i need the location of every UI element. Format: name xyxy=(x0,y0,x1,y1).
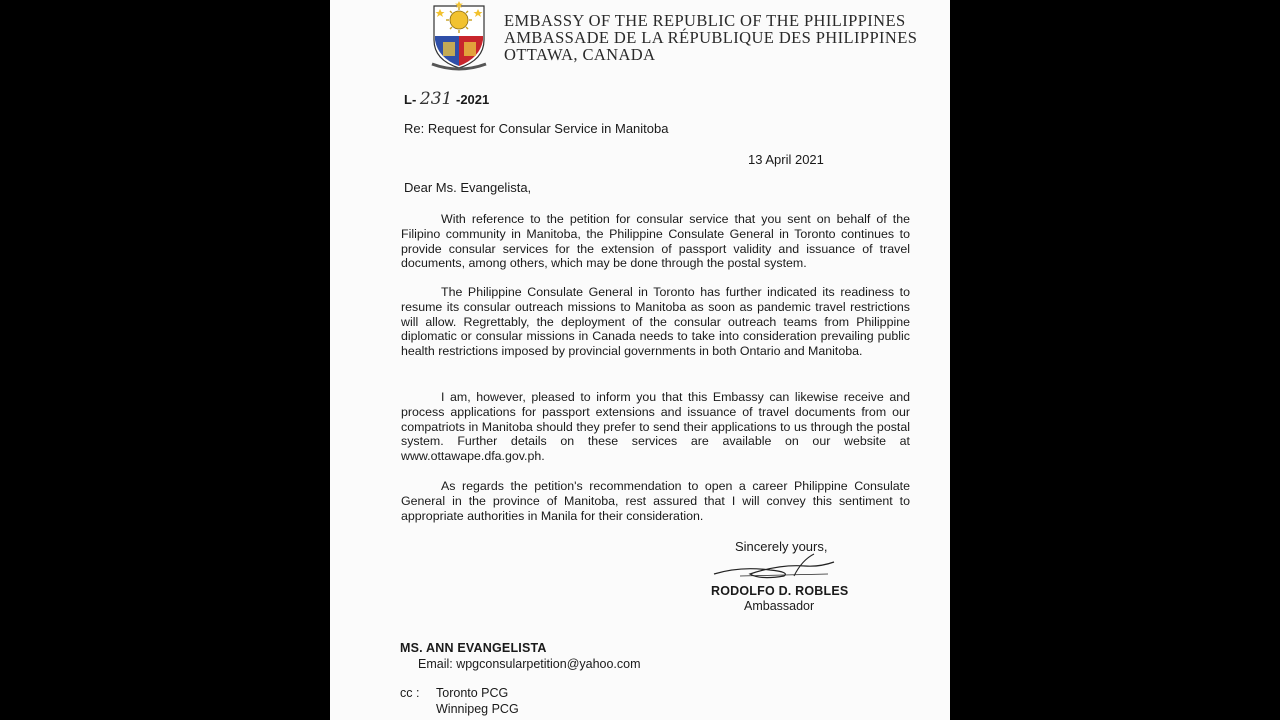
reference-handwritten-number: 231 xyxy=(419,89,453,109)
signature xyxy=(710,552,840,586)
signer-title: Ambassador xyxy=(744,599,815,613)
letterhead xyxy=(504,12,917,63)
body-paragraph-3: I am, however, pleased to inform you that this Embassy can likewise receive and process applications for passport extensions and issuance of travel documents from our compatriots in Manitoba should they prefer to send their applications to us through the postal system. Further details on these services are available on our website at www.ottawape.dfa.gov.ph. xyxy=(401,390,910,464)
cc-label: cc : xyxy=(400,686,420,700)
letter-date: 13 April 2021 xyxy=(748,152,824,167)
subject-line: Re: Request for Consular Service in Manitoba xyxy=(404,121,669,136)
body-paragraph-1: With reference to the petition for consular service that you sent on behalf of the Filipino community in Manitoba, the Philippine Consulate General in Toronto continues to provide consular services for the extension of passport validity and issuance of travel documents, among others, which may be done through the postal system. xyxy=(401,212,910,271)
reference-suffix: -2021 xyxy=(455,92,490,107)
letterhead-french: AMBASSADE DE LA RÉPUBLIQUE DES PHILIPPINES xyxy=(504,28,918,47)
letterhead-english: EMBASSY OF THE REPUBLIC OF THE PHILIPPINES xyxy=(504,11,906,30)
body-paragraph-4: As regards the petition's recommendation to open a career Philippine Consulate General in the province of Manitoba, rest assured that I will convey this sentiment to appropriate authorities in Manila for their consideration. xyxy=(401,479,910,523)
salutation: Dear Ms. Evangelista, xyxy=(404,180,532,195)
cc-item: Toronto PCG xyxy=(436,686,509,700)
seal-icon xyxy=(426,0,492,74)
recipient-name: MS. ANN EVANGELISTA xyxy=(400,641,547,655)
cc-item: Winnipeg PCG xyxy=(436,702,519,716)
reference-number xyxy=(404,89,489,109)
reference-prefix: L- xyxy=(404,92,417,107)
closing: Sincerely yours, xyxy=(735,539,828,554)
recipient-email: Email: wpgconsularpetition@yahoo.com xyxy=(418,657,641,671)
letterhead-location: OTTAWA, CANADA xyxy=(504,45,656,64)
body-paragraph-2: The Philippine Consulate General in Toronto has further indicated its readiness to resume its consular outreach missions to Manitoba as soon as pandemic travel restrictions will allow. Regrettably, the deployment of the consular outreach teams from Philippine diplomatic or consular missions in Canada needs to take into consideration prevailing public health restrictions imposed by provincial governments in both Ontario and Manitoba. xyxy=(401,285,910,359)
signer-name: RODOLFO D. ROBLES xyxy=(711,584,849,598)
letter-page xyxy=(330,0,950,720)
